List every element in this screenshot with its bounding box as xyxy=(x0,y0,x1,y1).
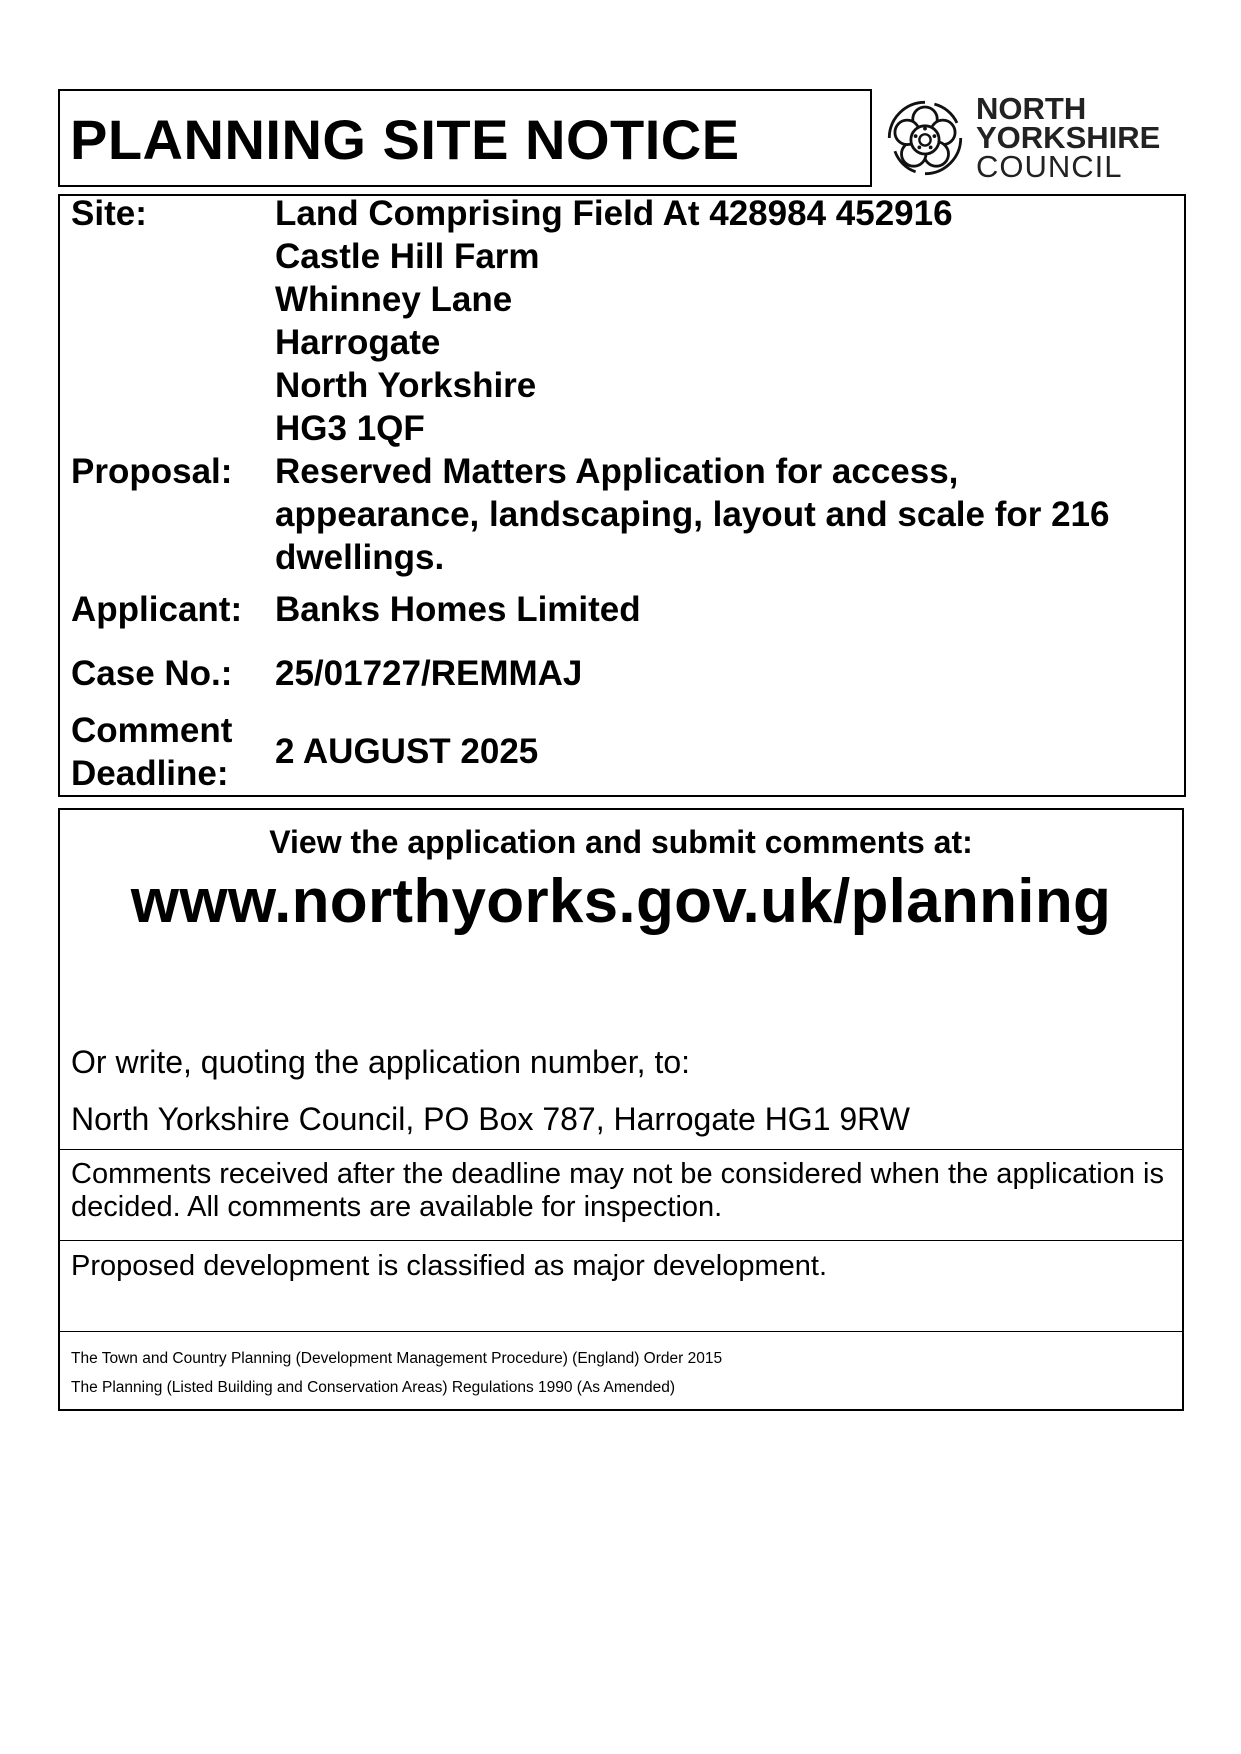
site-line: Castle Hill Farm xyxy=(275,237,540,276)
applicant-label: Applicant: xyxy=(71,590,243,629)
logo-line-yorkshire: YORKSHIRE xyxy=(976,120,1161,155)
site-line: Harrogate xyxy=(275,323,441,362)
proposal-line: dwellings. xyxy=(275,538,445,577)
write-instruction: Or write, quoting the application number, to: xyxy=(71,1044,691,1080)
divider xyxy=(60,1149,1182,1150)
proposal-line: Reserved Matters Application for access, xyxy=(275,452,959,491)
logo-line-north: NORTH xyxy=(976,91,1087,126)
site-line: North Yorkshire xyxy=(275,366,537,405)
postal-address: North Yorkshire Council, PO Box 787, Harrogate HG1 9RW xyxy=(71,1101,910,1137)
site-line: Land Comprising Field At 428984 452916 xyxy=(275,194,953,233)
case-label: Case No.: xyxy=(71,654,233,693)
application-details xyxy=(58,194,1186,797)
case-number: 25/01727/REMMAJ xyxy=(275,654,583,693)
planning-url[interactable]: www.northyorks.gov.uk/planning xyxy=(130,867,1112,936)
logo-wordmark xyxy=(976,91,1161,184)
classification-note: Proposed development is classified as major development. xyxy=(71,1250,828,1282)
comments-note-line2: decided. All comments are available for inspection. xyxy=(71,1191,723,1223)
deadline-label-line1: Comment xyxy=(71,711,233,750)
site-label: Site: xyxy=(71,194,147,233)
view-heading: View the application and submit comments at: xyxy=(269,824,973,860)
legislation-line2: The Planning (Listed Building and Conservation Areas) Regulations 1990 (As Amended) xyxy=(71,1379,676,1396)
legislation-line1: The Town and Country Planning (Development Management Procedure) (England) Order 2015 xyxy=(71,1350,723,1367)
comments-note-line1: Comments received after the deadline may not be considered when the application is xyxy=(71,1158,1164,1190)
site-line: Whinney Lane xyxy=(275,280,513,319)
divider xyxy=(60,1331,1182,1332)
comment-deadline: 2 AUGUST 2025 xyxy=(275,732,539,771)
comment-info xyxy=(58,808,1184,1411)
proposal-line: appearance, landscaping, layout and scale for 216 xyxy=(275,495,1110,534)
divider xyxy=(60,1240,1182,1241)
council-logo xyxy=(870,89,1188,187)
deadline-label-line2: Deadline: xyxy=(71,754,229,793)
proposal-label: Proposal: xyxy=(71,452,233,491)
notice-header xyxy=(58,89,1186,187)
logo-line-council: COUNCIL xyxy=(976,149,1123,184)
site-address xyxy=(275,192,953,450)
rose-icon xyxy=(878,91,972,185)
proposal-text xyxy=(275,450,1109,579)
site-line: HG3 1QF xyxy=(275,409,425,448)
page-title: PLANNING SITE NOTICE xyxy=(70,108,740,171)
applicant-name: Banks Homes Limited xyxy=(275,590,641,629)
